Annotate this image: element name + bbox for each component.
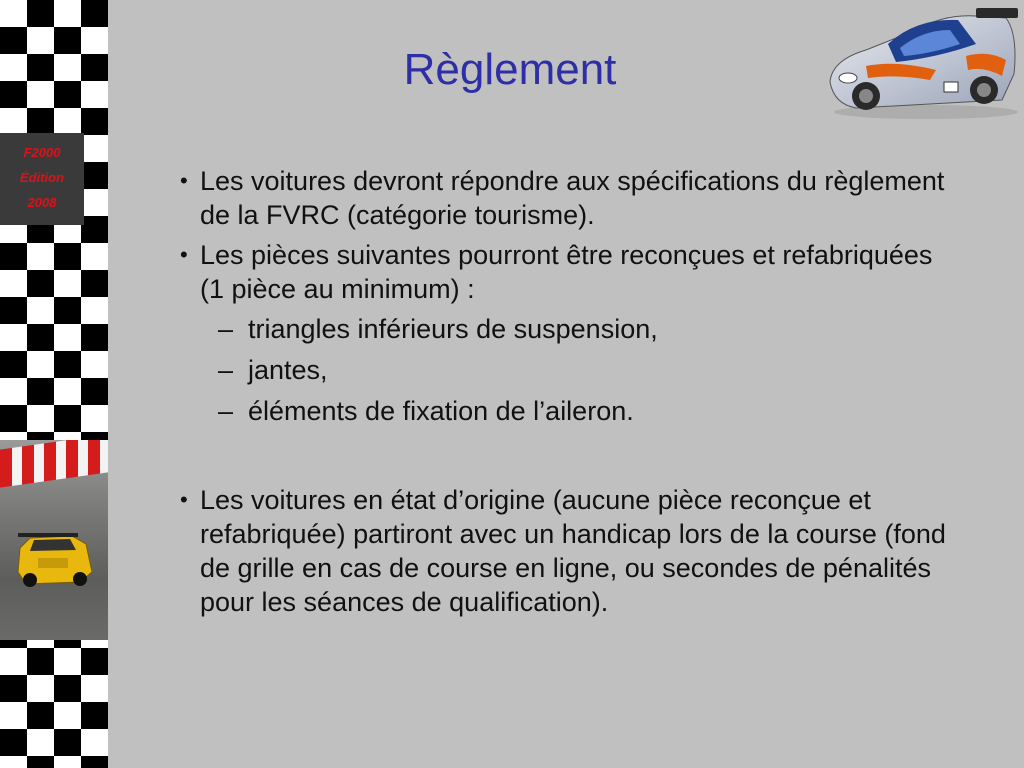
edition-line-1: F2000 xyxy=(23,145,61,160)
sub-bullet-text: jantes, xyxy=(248,355,328,385)
bullet-text: Les voitures devront répondre aux spécifications du règlement de la FVRC (catégorie tourisme). xyxy=(200,166,945,230)
sub-bullet-item xyxy=(180,353,960,387)
sub-bullet-item xyxy=(180,394,960,428)
bullet-item xyxy=(180,164,960,232)
edition-badge xyxy=(0,140,84,215)
race-track-car-image xyxy=(0,440,108,640)
edition-line-2: Édition xyxy=(19,170,65,185)
race-car-image xyxy=(826,4,1020,120)
bullet-item xyxy=(180,238,960,306)
page-title: Règlement xyxy=(403,45,617,94)
bullet-text: Les pièces suivantes pourront être reconçues et refabriquées (1 pièce au minimum) : xyxy=(200,240,933,304)
yellow-race-car xyxy=(18,533,92,587)
checkered-pattern xyxy=(0,0,108,768)
bullet-marker: • xyxy=(180,487,188,512)
slide-body xyxy=(180,164,960,625)
sub-bullet-item xyxy=(180,312,960,346)
bullet-marker: • xyxy=(180,242,188,267)
bullet-text: Les voitures en état d’origine (aucune pièce reconçue et refabriquée) partiront avec un handicap lors de la course (fond de grille en cas de course en ligne, ou secondes de pénalités pour les séances de qualification). xyxy=(200,485,946,617)
bullet-item xyxy=(180,483,960,619)
bullet-marker: • xyxy=(180,168,188,193)
sub-bullet-text: triangles inférieurs de suspension, xyxy=(248,314,658,344)
sub-bullet-marker: – xyxy=(218,314,234,344)
sub-bullet-marker: – xyxy=(218,355,234,385)
spacer xyxy=(180,435,960,483)
checkered-sidebar xyxy=(0,0,108,768)
sub-bullet-marker: – xyxy=(218,396,234,426)
edition-line-3: 2008 xyxy=(27,195,57,210)
sub-bullet-text: éléments de fixation de l’aileron. xyxy=(248,396,634,426)
